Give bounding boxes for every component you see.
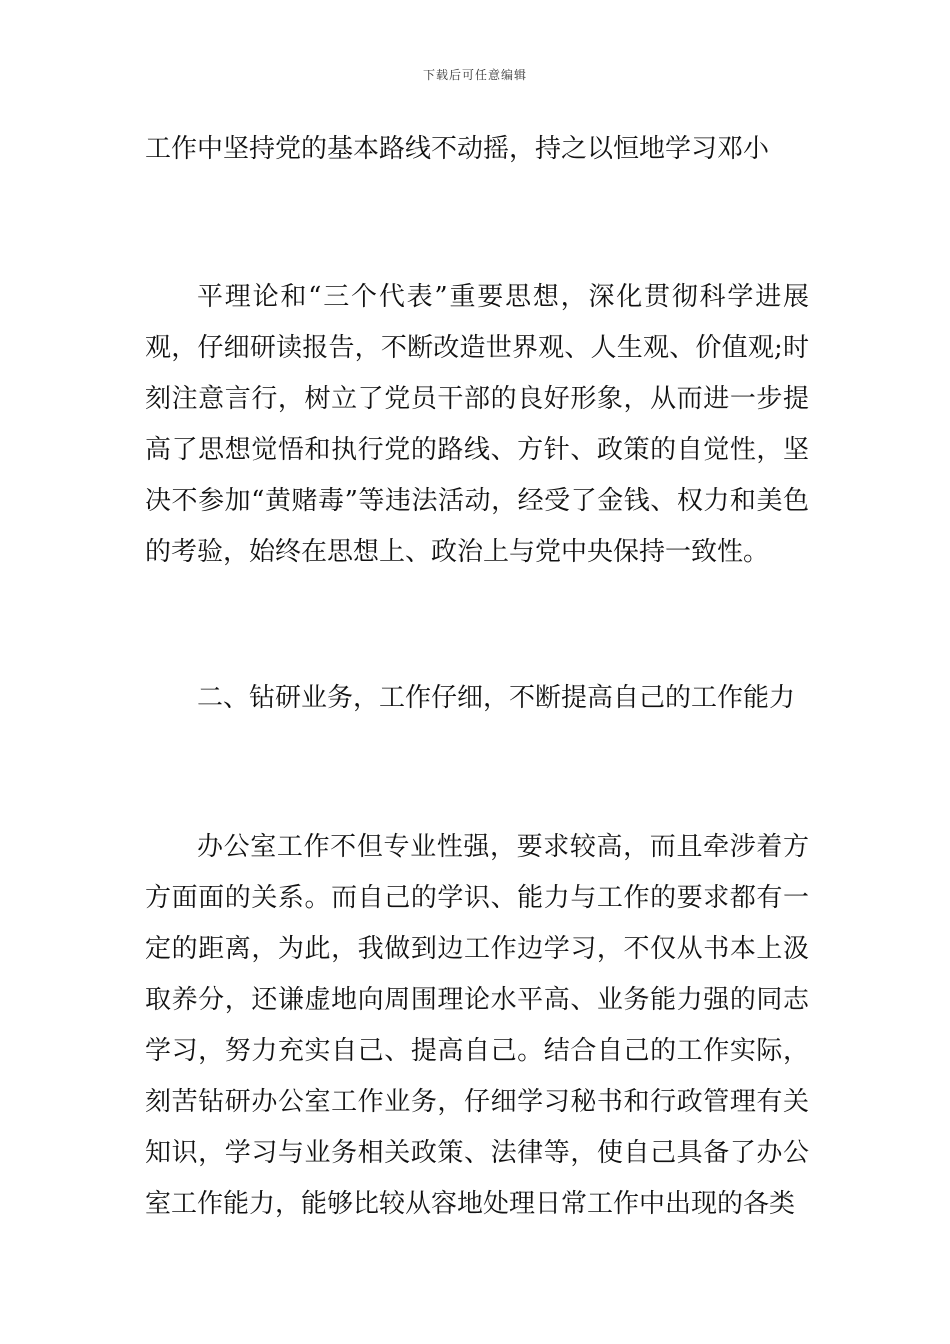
- paragraph-continuation: 工作中坚持党的基本路线不动摇，持之以恒地学习邓小: [145, 134, 770, 164]
- paragraph-theory-study: 平理论和“三个代表”重要思想，深化贯彻科学进展观，仔细研读报告，不断改造世界观、人生观、价值观;时刻注意言行，树立了党员干部的良好形象，从而进一步提高了思想觉悟和执行党的路线、方针、政策的自觉性，坚决不参加“黄赌毒”等违法活动，经受了金钱、权力和美色的考验，始终在思想上、政治上与党中央保持一致性。: [145, 282, 809, 567]
- section-heading-two: 二、钻研业务，工作仔细，不断提高自己的工作能力: [197, 683, 796, 713]
- paragraph-office-work: 办公室工作不但专业性强，要求较高，而且牵涉着方方面面的关系。而自己的学识、能力与工作的要求都有一定的距离，为此，我做到边工作边学习，不仅从书本上汲取养分，还谦虚地向周围理论水平高、业务能力强的同志学习，努力充实自己、提高自己。结合自己的工作实际，刻苦钻研办公室工作业务，仔细学习秘书和行政管理有关知识，学习与业务相关政策、法律等，使自己具备了办公室工作能力，能够比较从容地处理日常工作中出现的各类: [145, 832, 809, 1219]
- page-header: 下载后可任意编辑: [422, 68, 527, 82]
